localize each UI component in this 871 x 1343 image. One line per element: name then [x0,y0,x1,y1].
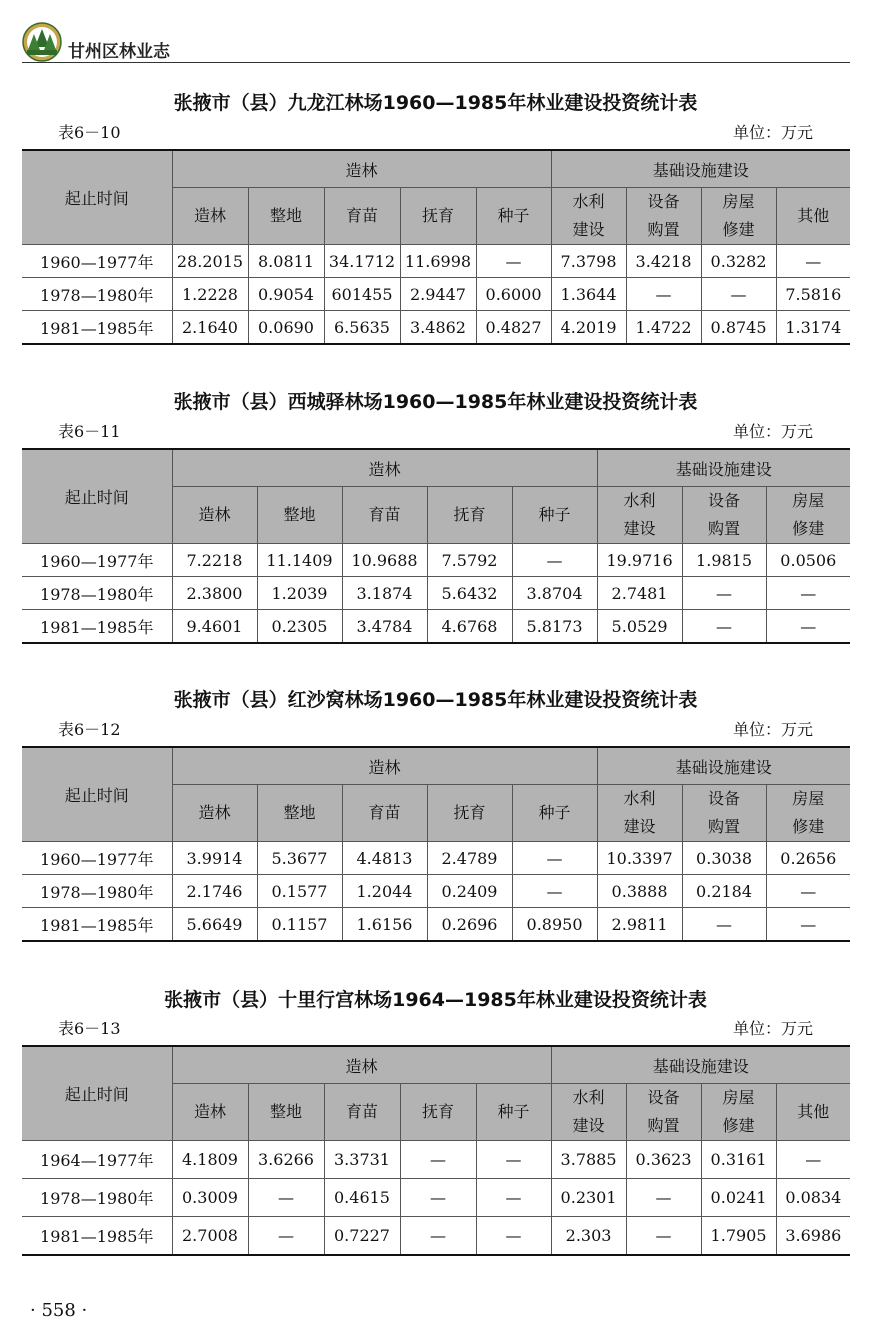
unit-label: 单位：万元 [732,1019,813,1038]
table-cell: 3.4218 [626,245,701,278]
table-cell: 2.9447 [400,278,476,311]
table-cell: — [512,842,597,875]
table-cell: 1.2039 [257,577,342,610]
table-title: 张掖市（县）九龙江林场1960—1985年林业建设投资统计表 [173,92,698,114]
table-cell: 601455 [324,278,400,311]
table-cell: — [766,577,850,610]
table-cell: 4.1809 [172,1141,248,1179]
table-cell: 0.0690 [248,311,324,345]
table-cell: 5.6432 [427,577,512,610]
table-cell: 1978—1980年 [22,278,172,311]
header-sub: 育苗 [342,785,427,842]
table-cell: 6.5635 [324,311,400,345]
table-cell: 0.2184 [682,875,766,908]
table-row [22,245,850,278]
table-cell: 1.4722 [626,311,701,345]
table-cell: 3.8704 [512,577,597,610]
header-sub: 水利建设 [551,1084,626,1141]
table-cell: 2.4789 [427,842,512,875]
table-cell: 0.1577 [257,875,342,908]
table-cell: 0.0241 [701,1179,776,1217]
header-sub: 房屋修建 [701,188,776,245]
table-cell: 0.2656 [766,842,850,875]
table-cell: 0.4827 [476,311,551,345]
table-cell: 7.2218 [172,544,257,577]
table-cell: 3.4784 [342,610,427,644]
table-cell: 1978—1980年 [22,577,172,610]
table-row [22,577,850,610]
table-cell: 11.6998 [400,245,476,278]
table-cell: 3.1874 [342,577,427,610]
table-number: 表6－10 [58,123,121,142]
table-cell: 0.1157 [257,908,342,942]
header-sub: 抚育 [427,785,512,842]
table-cell: — [766,875,850,908]
table-row [22,1217,850,1256]
header-sub: 育苗 [342,487,427,544]
table-cell: — [512,544,597,577]
table-cell: — [476,1179,551,1217]
table-cell: 1.2228 [172,278,248,311]
table-cell: 0.6000 [476,278,551,311]
header-group-infrastructure: 基础设施建设 [551,150,850,188]
table-cell: — [400,1141,476,1179]
table-cell: 1981—1985年 [22,610,172,644]
header-time: 起止时间 [22,150,172,245]
table-cell: 0.4615 [324,1179,400,1217]
header-sub: 房屋修建 [766,487,850,544]
header-group-infrastructure: 基础设施建设 [597,449,850,487]
header-group-afforestation: 造林 [172,150,551,188]
unit-label: 单位：万元 [732,123,813,142]
header-sub: 造林 [172,487,257,544]
table-cell: — [626,1179,701,1217]
table-row [22,842,850,875]
table-cell: 1.7905 [701,1217,776,1256]
table-cell: 7.3798 [551,245,626,278]
header-sub: 整地 [257,487,342,544]
header-group-afforestation: 造林 [172,1046,551,1084]
table-cell: — [701,278,776,311]
unit-label: 单位：万元 [732,720,813,739]
table-cell: 0.3623 [626,1141,701,1179]
book-title: 甘州区林业志 [68,42,170,62]
table-cell: 0.2696 [427,908,512,942]
table-row [22,278,850,311]
table-cell: 3.6986 [776,1217,850,1256]
header-sub: 水利建设 [551,188,626,245]
table-cell: 5.0529 [597,610,682,644]
table-cell: 0.9054 [248,278,324,311]
table-cell: 34.1712 [324,245,400,278]
table-cell: 1981—1985年 [22,1217,172,1256]
table-cell: 7.5816 [776,278,850,311]
table-cell: 0.3161 [701,1141,776,1179]
table-cell: 0.0834 [776,1179,850,1217]
header-sub: 造林 [172,1084,248,1141]
table-cell: — [476,245,551,278]
table-number: 表6－11 [58,422,121,441]
table-cell: 1960—1977年 [22,544,172,577]
header-sub: 抚育 [400,188,476,245]
table-cell: 1.2044 [342,875,427,908]
table-cell: — [766,908,850,942]
table-title: 张掖市（县）红沙窝林场1960—1985年林业建设投资统计表 [173,689,698,711]
table-cell: 3.3731 [324,1141,400,1179]
table-cell: 4.2019 [551,311,626,345]
table-cell: 1981—1985年 [22,311,172,345]
table-title: 张掖市（县）十里行宫林场1964—1985年林业建设投资统计表 [164,989,707,1011]
table-cell: 0.3009 [172,1179,248,1217]
table-cell: 0.8950 [512,908,597,942]
header-sub: 整地 [248,188,324,245]
table-cell: — [400,1217,476,1256]
table-row [22,1179,850,1217]
table-cell: 1964—1977年 [22,1141,172,1179]
header-time: 起止时间 [22,747,172,842]
table-cell: — [682,577,766,610]
header-group-infrastructure: 基础设施建设 [551,1046,850,1084]
table-cell: — [476,1141,551,1179]
header-time: 起止时间 [22,449,172,544]
header-sub: 设备购置 [626,1084,701,1141]
header-sub: 种子 [512,487,597,544]
table-cell: 9.4601 [172,610,257,644]
table-cell: 2.1640 [172,311,248,345]
table-cell: 28.2015 [172,245,248,278]
table-cell: — [776,1141,850,1179]
table-cell: 4.6768 [427,610,512,644]
header-sub: 抚育 [400,1084,476,1141]
table-cell: — [776,245,850,278]
forest-logo-icon [22,22,62,62]
table-cell: 10.9688 [342,544,427,577]
table-cell: 2.1746 [172,875,257,908]
table-cell: 0.3038 [682,842,766,875]
header-sub: 整地 [248,1084,324,1141]
table-cell: 3.4862 [400,311,476,345]
table-title: 张掖市（县）西城驿林场1960—1985年林业建设投资统计表 [173,391,698,413]
header-sub: 其他 [776,188,850,245]
investment-table [22,149,850,345]
header-sub: 其他 [776,1084,850,1141]
page-number: · 558 · [30,1300,88,1321]
header-sub: 种子 [476,188,551,245]
table-cell: 5.3677 [257,842,342,875]
header-group-afforestation: 造林 [172,449,597,487]
table-cell: — [248,1179,324,1217]
header-sub: 种子 [476,1084,551,1141]
table-cell: — [476,1217,551,1256]
header-group-infrastructure: 基础设施建设 [597,747,850,785]
table-cell: — [682,610,766,644]
table-cell: 0.0506 [766,544,850,577]
table-cell: 1981—1985年 [22,908,172,942]
table-cell: — [400,1179,476,1217]
investment-table [22,448,850,644]
table-cell: 10.3397 [597,842,682,875]
table-row [22,875,850,908]
header-sub: 抚育 [427,487,512,544]
table-cell: 19.9716 [597,544,682,577]
table-cell: 3.9914 [172,842,257,875]
header-sub: 水利建设 [597,487,682,544]
header-sub: 整地 [257,785,342,842]
table-cell: 0.2305 [257,610,342,644]
table-cell: 0.2301 [551,1179,626,1217]
table-cell: — [626,278,701,311]
table-cell: 0.2409 [427,875,512,908]
table-cell: 1.3644 [551,278,626,311]
header-sub: 造林 [172,188,248,245]
table-cell: 2.7008 [172,1217,248,1256]
table-row [22,610,850,644]
table-cell: — [512,875,597,908]
table-cell: 4.4813 [342,842,427,875]
table-number: 表6－12 [58,720,121,739]
investment-table [22,1045,850,1256]
table-cell: — [682,908,766,942]
table-cell: 2.7481 [597,577,682,610]
header-sub: 设备购置 [682,785,766,842]
page-header [22,22,850,64]
table-cell: 7.5792 [427,544,512,577]
table-cell: 1.6156 [342,908,427,942]
header-sub: 水利建设 [597,785,682,842]
table-cell: 5.8173 [512,610,597,644]
header-sub: 房屋修建 [701,1084,776,1141]
table-cell: 0.3888 [597,875,682,908]
table-cell: 1.9815 [682,544,766,577]
header-sub: 设备购置 [682,487,766,544]
table-cell: 2.3800 [172,577,257,610]
table-cell: 2.9811 [597,908,682,942]
header-time: 起止时间 [22,1046,172,1141]
table-cell: 8.0811 [248,245,324,278]
table-cell: — [248,1217,324,1256]
table-cell: 0.3282 [701,245,776,278]
table-row [22,1141,850,1179]
table-cell: 1978—1980年 [22,1179,172,1217]
table-row [22,908,850,942]
table-cell: 1960—1977年 [22,842,172,875]
table-cell: 3.6266 [248,1141,324,1179]
header-rule [22,62,850,63]
table-number: 表6－13 [58,1019,121,1038]
header-sub: 造林 [172,785,257,842]
table-row [22,311,850,345]
header-sub: 房屋修建 [766,785,850,842]
table-cell: 1978—1980年 [22,875,172,908]
header-sub: 设备购置 [626,188,701,245]
table-cell: 11.1409 [257,544,342,577]
header-sub: 种子 [512,785,597,842]
table-row [22,544,850,577]
unit-label: 单位：万元 [732,422,813,441]
table-cell: 0.7227 [324,1217,400,1256]
header-group-afforestation: 造林 [172,747,597,785]
header-sub: 育苗 [324,1084,400,1141]
header-sub: 育苗 [324,188,400,245]
table-cell: — [766,610,850,644]
table-cell: 1960—1977年 [22,245,172,278]
table-cell: 1.3174 [776,311,850,345]
table-cell: 5.6649 [172,908,257,942]
table-cell: 2.303 [551,1217,626,1256]
table-cell: 0.8745 [701,311,776,345]
table-cell: 3.7885 [551,1141,626,1179]
table-cell: — [626,1217,701,1256]
investment-table [22,746,850,942]
